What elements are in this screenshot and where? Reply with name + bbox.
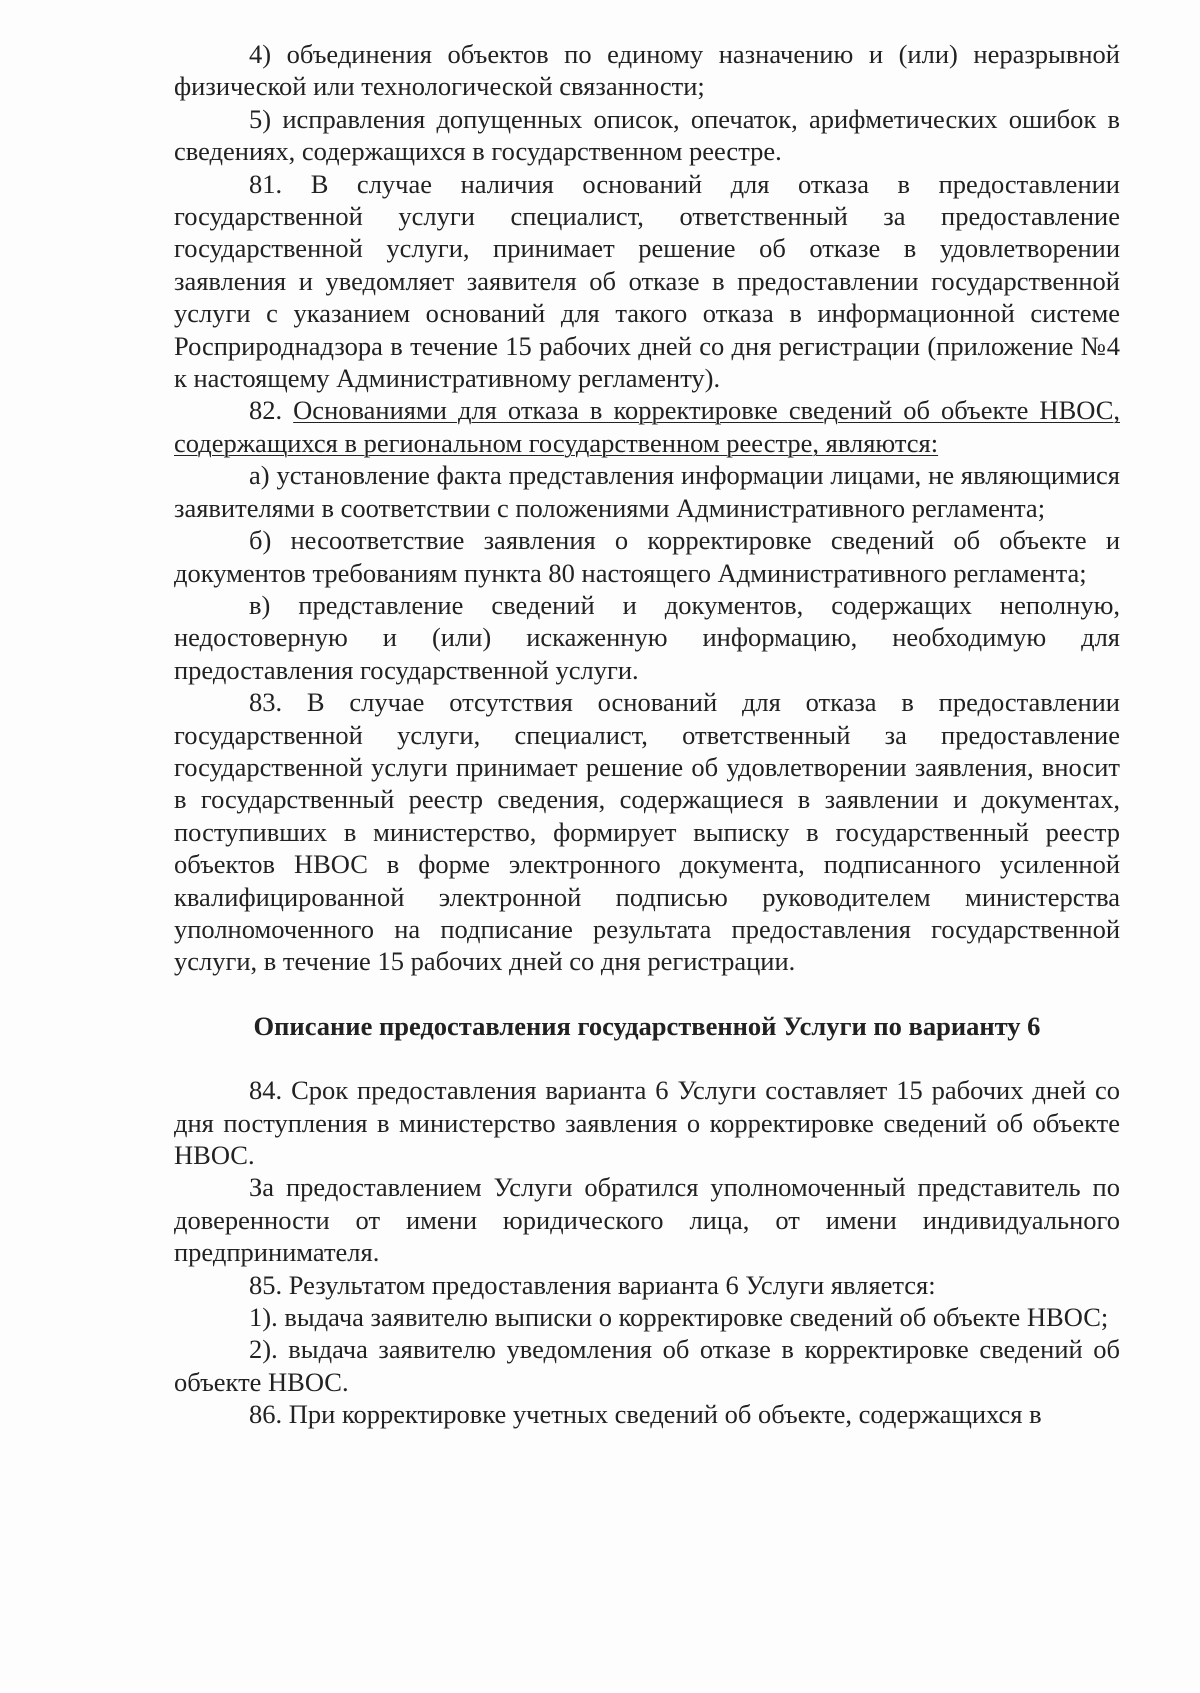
clause-82-paragraph (174, 394, 1120, 459)
clause-85-item-1: 1). выдача заявителю выписки о корректировке сведений об объекте НВОС; (249, 1302, 1109, 1333)
clause-82-item-v: в) представление сведений и документов, содержащих неполную, недостоверную и (или) искаженную информацию, необходимую для предоставления государственной услуги. (174, 589, 1120, 685)
representative-paragraph: За предоставлением Услуги обратился уполномоченный представитель по доверенности от имени юридического лица, от имени индивидуального предпринимателя. (174, 1172, 1120, 1268)
item-4-paragraph: 4) объединения объектов по единому назначению и (или) неразрывной физической или технологической связанности; (174, 39, 1120, 102)
clause-82-number: 82. (249, 395, 294, 426)
clause-82-underlined-text: Основаниями для отказа в корректировке сведений об объекте НВОС, содержащихся в региональном государственном реестре, являются: (174, 395, 1121, 458)
clause-85-paragraph: 85. Результатом предоставления варианта 6 Услуги является: (249, 1269, 936, 1300)
clause-84-paragraph: 84. Срок предоставления варианта 6 Услуги составляет 15 рабочих дней со дня поступления в министерство заявления о корректировке сведений об объекте НВОС. (174, 1075, 1120, 1170)
clause-86-paragraph: 86. При корректировке учетных сведений об объекте, содержащихся в (249, 1399, 1042, 1430)
item-5-paragraph: 5) исправления допущенных описок, опечаток, арифметических ошибок в сведениях, содержащихся в государственном реестре. (174, 103, 1120, 167)
clause-82-item-b: б) несоответствие заявления о корректировке сведений об объекте и документов требованиям пункта 80 настоящего Административного регламента; (174, 525, 1120, 588)
clause-82-item-a: а) установление факта представления информации лицами, не являющимися заявителями в соответствии с положениями Административного регламента; (174, 460, 1120, 523)
document-body (174, 38, 1120, 1431)
section-heading: Описание предоставления государственной Услуги по варианту 6 (253, 1010, 1041, 1041)
clause-83-paragraph: 83. В случае отсутствия оснований для отказа в предоставлении государственной услуги, специалист, ответственный за предоставление государственной услуги принимает решение об удовлетворении заявления, вносит в государственный реестр сведения, содержащиеся в заявлении и документах, поступивших в министерство, формирует выписку в государственный реестр объектов НВОС в форме электронного документа, подписанного усиленной квалифицированной электронной подписью руководителем министерства уполномоченного на подписание результата предоставления государственной услуги, в течение 15 рабочих дней со дня регистрации. (174, 687, 1120, 977)
clause-81-paragraph: 81. В случае наличия оснований для отказа в предоставлении государственной услуги специалист, ответственный за предоставление государственной услуги, принимает решение об отказе в удовлетворении заявления и уведомляет заявителя об отказе в предоставлении государственной услуги с указанием оснований для такого отказа в информационной системе Росприроднадзора в течение 15 рабочих дней со дня регистрации (приложение №4 к настоящему Административному регламенту). (174, 168, 1120, 394)
clause-85-item-2: 2). выдача заявителю уведомления об отказе в корректировке сведений об объекте НВОС. (174, 1334, 1120, 1397)
